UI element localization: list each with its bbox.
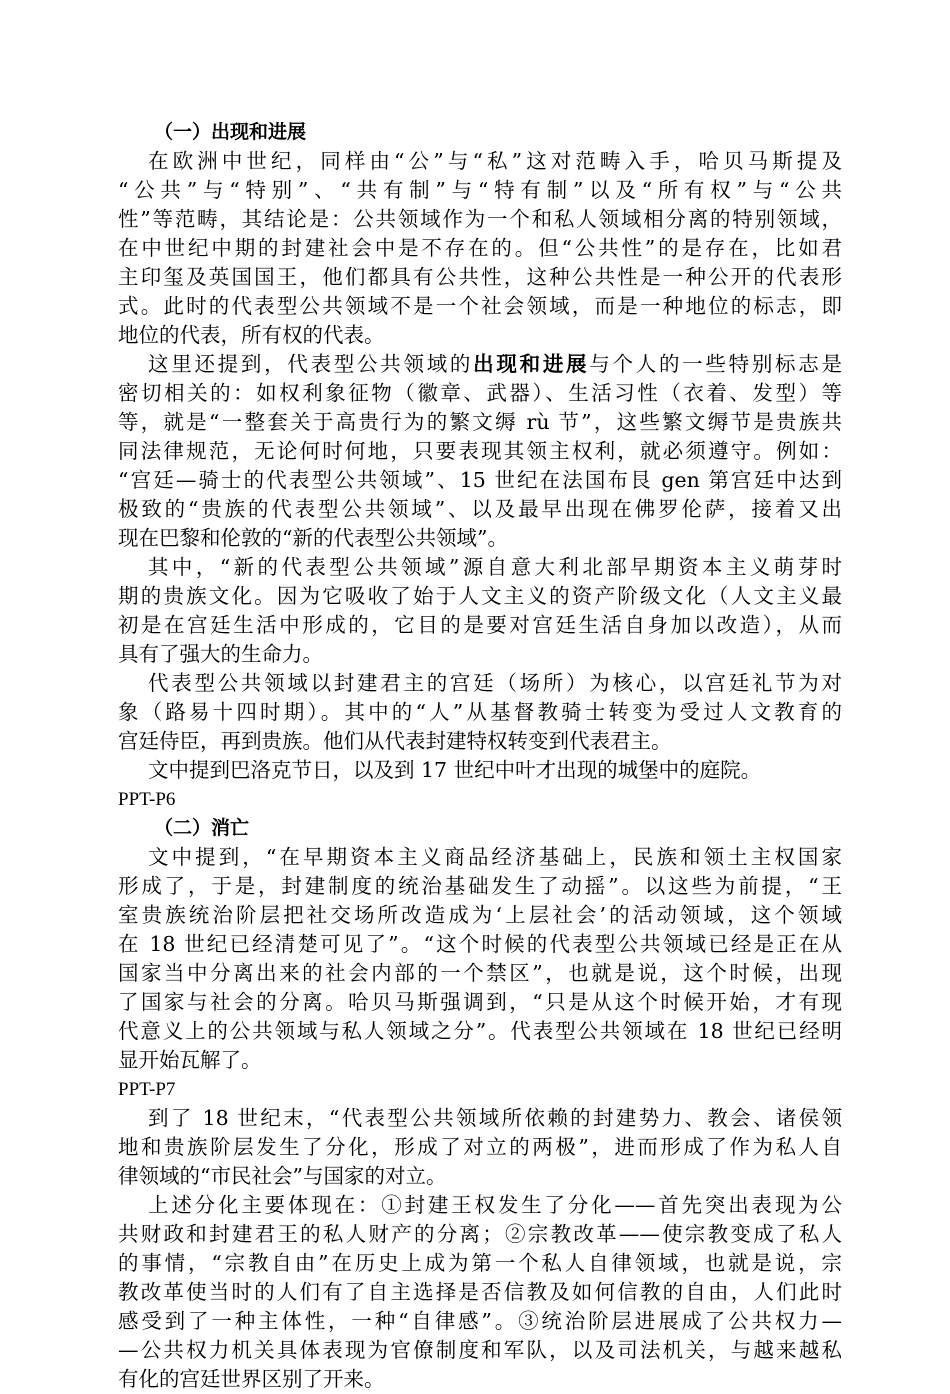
text-line: 代表型公共领域以封建君主的宫廷（场所）为核心，以宫廷礼节为对 xyxy=(148,671,842,695)
paragraph-1 xyxy=(118,147,842,350)
text-line: 上述分化主要体现在：①封建王权发生了分化——首先突出表现为公 xyxy=(148,1193,842,1217)
text-line: 初是在宫廷生活中形成的，它目的是要对宫廷生活自身加以改造），从而 xyxy=(118,613,842,637)
text-line xyxy=(118,350,842,379)
text-line: 其中，“新的代表型公共领域”源自意大利北部早期资本主义萌芽时 xyxy=(148,555,842,579)
text-line: 感受到了一种主体性，一种“自律感”。③统治阶层进展成了公共权力— xyxy=(118,1309,842,1333)
text-line: 到了 18 世纪末，“代表型公共领域所依赖的封建势力、教会、诸侯领 xyxy=(148,1106,842,1130)
text-line: 等，就是“一整套关于高贵行为的繁文缛 rù 节”，这些繁文缛节是贵族共 xyxy=(118,410,842,434)
text-run: 这里还提到，代表型公共领域的 xyxy=(148,352,474,376)
text-line: 具有了强大的生命力。 xyxy=(118,642,323,666)
paragraph-6 xyxy=(118,843,842,1075)
document-page xyxy=(118,118,842,1394)
text-line: 宫廷侍臣，再到贵族。他们从代表封建特权转变到代表君主。 xyxy=(118,729,672,753)
text-line: —公共权力机关具体表现为官僚制度和军队，以及司法机关，与越来越私 xyxy=(118,1338,842,1362)
bold-term: 出现和进展 xyxy=(473,352,590,376)
text-line: “公共”与“特别”、“共有制”与“特有制”以及“所有权”与“公共 xyxy=(118,178,842,202)
paragraph-4 xyxy=(118,669,842,756)
text-line: 代意义上的公共领域与私人领域之分”。代表型公共领域在 18 世纪已经明 xyxy=(118,1019,842,1043)
text-line: 文中提到，“在早期资本主义商品经济基础上，民族和领土主权国家 xyxy=(148,845,842,869)
text-line: 象（路易十四时期）。其中的“人”从基督教骑士转变为受过人文教育的 xyxy=(118,700,842,724)
text-line: 同法律规范，无论何时何地，只要表现其领主权利，就必须遵守。例如： xyxy=(118,439,842,463)
slide-reference-p7: PPT-P7 xyxy=(118,1079,176,1100)
text-line: 室贵族统治阶层把社交场所改造成为‘上层社会’的活动领域，这个领域 xyxy=(118,903,842,927)
text-line: 有化的宫廷世界区别了开来。 xyxy=(118,1367,385,1391)
text-line: 主印玺及英国国王，他们都具有公共性，这种公共性是一种公开的代表形 xyxy=(118,265,842,289)
text-line: 在欧洲中世纪，同样由“公”与“私”这对范畴入手，哈贝马斯提及 xyxy=(148,149,842,173)
text-line: 地位的代表，所有权的代表。 xyxy=(118,323,385,347)
text-run: 与个人的一些特别标志是 xyxy=(589,352,842,376)
text-line: 共财政和封建君王的私人财产的分离；②宗教改革——使宗教变成了私人 xyxy=(118,1222,842,1246)
text-line: “宫廷—骑士的代表型公共领域”、15 世纪在法国布艮 gen 第宫廷中达到 xyxy=(118,468,842,492)
text-line: 了国家与社会的分离。哈贝马斯强调到，“只是从这个时候开始，才有现 xyxy=(118,990,842,1014)
paragraph-5: 文中提到巴洛克节日，以及到 17 世纪中叶才出现的城堡中的庭院。 xyxy=(148,758,762,782)
text-line: 国家当中分离出来的社会内部的一个禁区”，也就是说，这个时候，出现 xyxy=(118,961,842,985)
text-line: 在 18 世纪已经清楚可见了”。“这个时候的代表型公共领域已经是正在从 xyxy=(118,932,842,956)
paragraph-3 xyxy=(118,553,842,669)
section-heading-decline: （二）消亡 xyxy=(154,817,250,839)
text-line: 期的贵族文化。因为它吸收了始于人文主义的资产阶级文化（人文主义最 xyxy=(118,584,842,608)
text-line: 形成了，于是，封建制度的统治基础发生了动摇”。以这些为前提，“王 xyxy=(118,874,842,898)
text-line: 密切相关的：如权利象征物（徽章、武器）、生活习性（衣着、发型）等 xyxy=(118,381,842,405)
text-line: 现在巴黎和伦敦的“新的代表型公共领域”。 xyxy=(118,526,508,550)
section-heading-emergence: （一）出现和进展 xyxy=(154,121,307,143)
paragraph-7 xyxy=(118,1104,842,1191)
text-line: 式。此时的代表型公共领域不是一个社会领域，而是一种地位的标志，即 xyxy=(118,294,842,318)
slide-reference-p6: PPT-P6 xyxy=(118,789,176,810)
text-line: 的事情，“宗教自由”在历史上成为第一个私人自律领域，也就是说，宗 xyxy=(118,1251,842,1275)
paragraph-2 xyxy=(118,350,842,553)
text-line: 地和贵族阶层发生了分化，形成了对立的两极”，进而形成了作为私人自 xyxy=(118,1135,842,1159)
text-line: 在中世纪中期的封建社会中是不存在的。但“公共性”的是存在，比如君 xyxy=(118,236,842,260)
text-line: 律领域的“市民社会”与国家的对立。 xyxy=(118,1164,447,1188)
text-line: 性”等范畴，其结论是：公共领域作为一个和私人领域相分离的特别领域， xyxy=(118,207,842,231)
text-line: 极致的“贵族的代表型公共领域”、以及最早出现在佛罗伦萨，接着又出 xyxy=(118,497,842,521)
paragraph-8 xyxy=(118,1191,842,1394)
text-line: 教改革使当时的人们有了自主选择是否信教及如何信教的自由，人们此时 xyxy=(118,1280,842,1304)
text-line: 显开始瓦解了。 xyxy=(118,1048,262,1072)
